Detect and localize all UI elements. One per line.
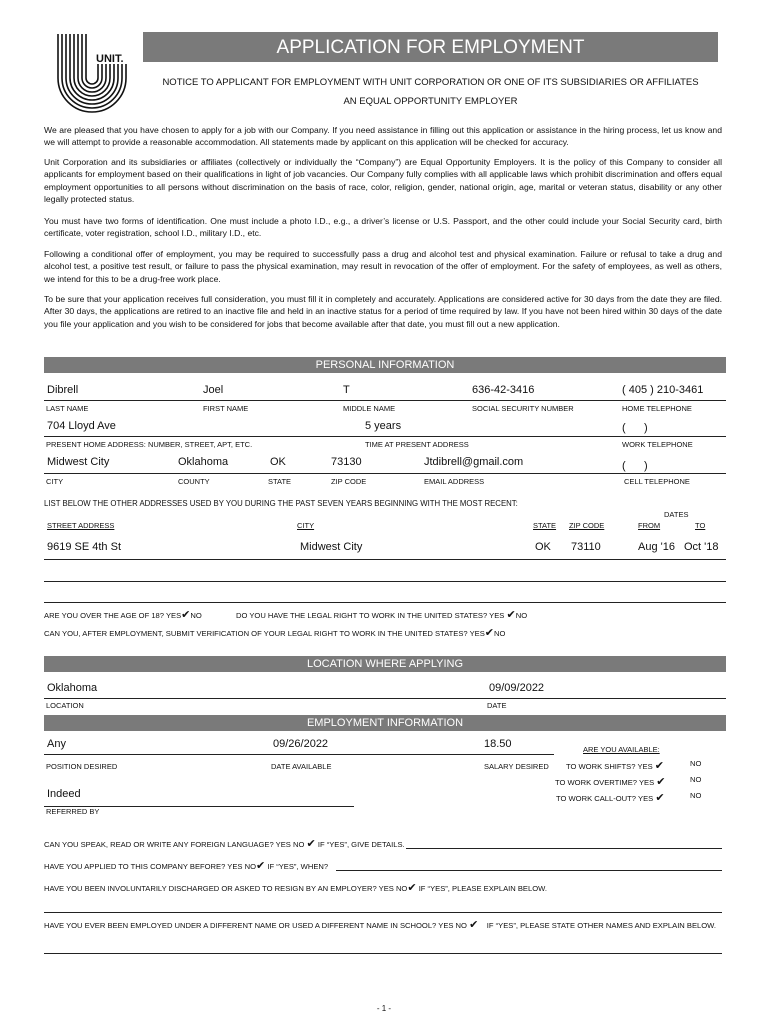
work-phone-field[interactable]: ( )	[622, 422, 648, 434]
to-header: TO	[695, 521, 706, 530]
intro-paragraph-5: To be sure that your application receives full consideration, you must fill it in completely and accurately. Applications are considered active for 30 days from the date they are filed. After 30 days, the applications are retired to an inactive file and held in an inactive status for a period of time required by law. If you have not been hired within 30 days of the date you file your application and you wish to be considered for jobs that become available after that date, you must fill out a new application.	[44, 294, 722, 329]
right-to-work-question: DO YOU HAVE THE LEGAL RIGHT TO WORK IN THE UNITED STATES? YES ✔NO	[236, 609, 528, 621]
notice	[143, 73, 718, 111]
page-number: - 1 -	[376, 1004, 392, 1013]
overtime-yes-check[interactable]: ✔	[656, 776, 666, 788]
home-area-code: 405	[628, 384, 648, 396]
overtime-no[interactable]: NO	[690, 775, 702, 784]
last-name-value[interactable]: Dibrell	[47, 384, 79, 396]
verify-yes-check[interactable]: ✔	[484, 627, 495, 639]
referred-by-label: REFERRED BY	[46, 807, 100, 816]
discharged-no-check[interactable]: ✔	[407, 882, 417, 894]
middle-name-value[interactable]: T	[343, 384, 350, 396]
state-header: STATE	[533, 521, 557, 530]
date-label: DATE	[487, 701, 507, 710]
divider	[44, 436, 726, 437]
shifts-question: TO WORK SHIFTS? YES ✔	[566, 760, 664, 772]
callout-question: TO WORK CALL-OUT? YES ✔	[556, 792, 665, 804]
prior-state-value[interactable]: OK	[535, 541, 551, 553]
shifts-no[interactable]: NO	[690, 759, 702, 768]
middle-name-label: MIDDLE NAME	[343, 404, 396, 413]
form-title: APPLICATION FOR EMPLOYMENT	[143, 32, 718, 62]
home-phone-number: 210-3461	[656, 384, 704, 396]
intro-paragraph-3: You must have two forms of identification. One must include a photo I.D., e.g., a driver’s license or U.S. Passport, and the other could include your Social Security card, birth certificate, voter registration, school I.D., military I.D., etc.	[44, 216, 722, 239]
age-yes-check[interactable]: ✔	[181, 609, 191, 621]
salary-value[interactable]: 18.50	[484, 738, 512, 750]
other-name-question: HAVE YOU EVER BEEN EMPLOYED UNDER A DIFFERENT NAME OR USED A DIFFERENT NAME IN SCHOOL? YES NO ✔ IF “YES”, PLEASE STATE OTHER NAMES AND EXPLAIN BELOW.	[44, 919, 717, 931]
position-label: POSITION DESIRED	[46, 762, 118, 771]
first-name-value[interactable]: Joel	[203, 384, 224, 396]
state-label: STATE	[268, 477, 292, 486]
date-available-value[interactable]: 09/26/2022	[273, 738, 329, 750]
prior-street-value[interactable]: 9619 SE 4th St	[47, 541, 121, 553]
shifts-yes-check[interactable]: ✔	[654, 760, 664, 772]
applied-no-check[interactable]: ✔	[256, 860, 266, 872]
notice-line-1: NOTICE TO APPLICANT FOR EMPLOYMENT WITH UNIT CORPORATION OR ONE OF ITS SUBSIDIARIES OR AFFILIATES	[162, 77, 699, 88]
available-header: ARE YOU AVAILABLE:	[583, 745, 660, 754]
zip-header: ZIP CODE	[569, 521, 605, 530]
language-question: CAN YOU SPEAK, READ OR WRITE ANY FOREIGN LANGUAGE? YES NO ✔ IF “YES”, GIVE DETAILS.	[44, 838, 405, 850]
intro-paragraph-2: Unit Corporation and its subsidiaries or affiliates (collectively or individually the “Company”) are Equal Opportunity Employers. It is the policy of this Company to consider all applicants for employment based on their qualifications in light of job vacancies. Our Company fully complies with all applicable laws which prohibit discrimination and offers equal employment opportunities to all persons without discrimination on the basis of race, color, religion, gender, national origin, age, marital or veteran status, disability or any other legally protected status.	[44, 157, 722, 204]
work-phone-label: WORK TELEPHONE	[622, 440, 693, 449]
callout-no[interactable]: NO	[690, 791, 702, 800]
location-value[interactable]: Oklahoma	[47, 682, 98, 694]
time-at-address-value[interactable]: 5 years	[365, 420, 402, 432]
prior-city-value[interactable]: Midwest City	[300, 541, 363, 553]
section-location: LOCATION WHERE APPLYING	[44, 656, 726, 672]
overtime-question: TO WORK OVERTIME? YES ✔	[555, 776, 666, 788]
explain-line[interactable]	[44, 912, 722, 913]
prior-to-value[interactable]: Oct '18	[684, 541, 719, 553]
ssn-label: SOCIAL SECURITY NUMBER	[472, 404, 574, 413]
ssn-value[interactable]: 636-42-3416	[472, 384, 535, 396]
divider	[44, 754, 554, 755]
city-header: CITY	[297, 521, 315, 530]
language-details-line[interactable]	[406, 848, 722, 849]
city-label: CITY	[46, 477, 64, 486]
intro-paragraph-1: We are pleased that you have chosen to apply for a job with our Company. If you need assistance in filling out this application or assistance in the hiring process, let us know and we will attempt to provide a reasonable accommodation. All statements made by applicant on this application will be checked for accuracy.	[44, 125, 722, 148]
date-value[interactable]: 09/09/2022	[489, 682, 545, 694]
callout-yes-check[interactable]: ✔	[655, 792, 665, 804]
street-header: STREET ADDRESS	[47, 521, 115, 530]
right-yes-check[interactable]: ✔	[506, 609, 516, 621]
discharged-question: HAVE YOU BEEN INVOLUNTARILY DISCHARGED OR ASKED TO RESIGN BY AN EMPLOYER? YES NO✔ IF “YES”, PLEASE EXPLAIN BELOW.	[44, 882, 547, 894]
prior-zip-value[interactable]: 73110	[571, 541, 601, 553]
referred-by-value[interactable]: Indeed	[47, 788, 81, 800]
prior-addresses-instruction: LIST BELOW THE OTHER ADDRESSES USED BY YOU DURING THE PAST SEVEN YEARS BEGINNING WITH THE MOST RECENT:	[44, 499, 518, 508]
first-name-label: FIRST NAME	[203, 404, 249, 413]
intro-paragraph-4: Following a conditional offer of employment, you may be required to successfully pass a drug and alcohol test and physical examination. Failure or refusal to take a drug and alcohol test, a positive test result, or failure to pass the physical examination, may result in revocation of the offer of employment. For the safety of employees, as well as others, we intend for this to be a drug-free work place.	[44, 249, 722, 284]
cell-phone-label: CELL TELEPHONE	[624, 477, 690, 486]
unit-logo	[52, 30, 132, 118]
blank-address-line[interactable]	[44, 602, 726, 603]
divider	[44, 473, 726, 474]
section-personal-information: PERSONAL INFORMATION	[44, 357, 726, 373]
address-value[interactable]: 704 Lloyd Ave	[47, 420, 116, 432]
salary-label: SALARY DESIRED	[484, 762, 549, 771]
divider	[44, 400, 726, 401]
email-label: EMAIL ADDRESS	[424, 477, 485, 486]
from-header: FROM	[638, 521, 661, 530]
applied-before-question: HAVE YOU APPLIED TO THIS COMPANY BEFORE? YES NO✔ IF “YES”, WHEN?	[44, 860, 329, 872]
divider	[44, 559, 726, 560]
zip-value[interactable]: 73130	[331, 456, 362, 468]
city-value[interactable]: Midwest City	[47, 456, 110, 468]
home-phone-field[interactable]: ( 405 ) 210-3461	[622, 384, 704, 396]
county-label: COUNTY	[178, 477, 210, 486]
notice-line-2: AN EQUAL OPPORTUNITY EMPLOYER	[343, 96, 518, 107]
age-question: ARE YOU OVER THE AGE OF 18? YES✔NO	[44, 609, 202, 621]
divider	[44, 698, 726, 699]
dates-header: DATES	[664, 510, 689, 519]
verification-question: CAN YOU, AFTER EMPLOYMENT, SUBMIT VERIFICATION OF YOUR LEGAL RIGHT TO WORK IN THE UNITED STATES? YES✔NO	[44, 627, 506, 639]
home-phone-label: HOME TELEPHONE	[622, 404, 692, 413]
zip-label: ZIP CODE	[331, 477, 367, 486]
applied-when-line[interactable]	[336, 870, 722, 871]
explain-line[interactable]	[44, 953, 722, 954]
section-employment: EMPLOYMENT INFORMATION	[44, 715, 726, 731]
last-name-label: LAST NAME	[46, 404, 89, 413]
blank-address-line[interactable]	[44, 581, 726, 582]
date-available-label: DATE AVAILABLE	[271, 762, 332, 771]
cell-phone-field[interactable]: ( )	[622, 460, 648, 472]
address-label: PRESENT HOME ADDRESS: NUMBER, STREET, APT, ETC.	[46, 440, 253, 449]
county-value[interactable]: Oklahoma	[178, 456, 229, 468]
email-value[interactable]: Jtdibrell@gmail.com	[424, 456, 524, 468]
time-at-address-label: TIME AT PRESENT ADDRESS	[365, 440, 469, 449]
position-value[interactable]: Any	[47, 738, 66, 750]
location-label: LOCATION	[46, 701, 84, 710]
logo-text: UNIT.	[96, 53, 124, 65]
state-value[interactable]: OK	[270, 456, 286, 468]
other-name-no-check[interactable]: ✔	[469, 919, 479, 931]
language-no-check[interactable]: ✔	[306, 838, 316, 850]
prior-from-value[interactable]: Aug '16	[638, 541, 675, 553]
